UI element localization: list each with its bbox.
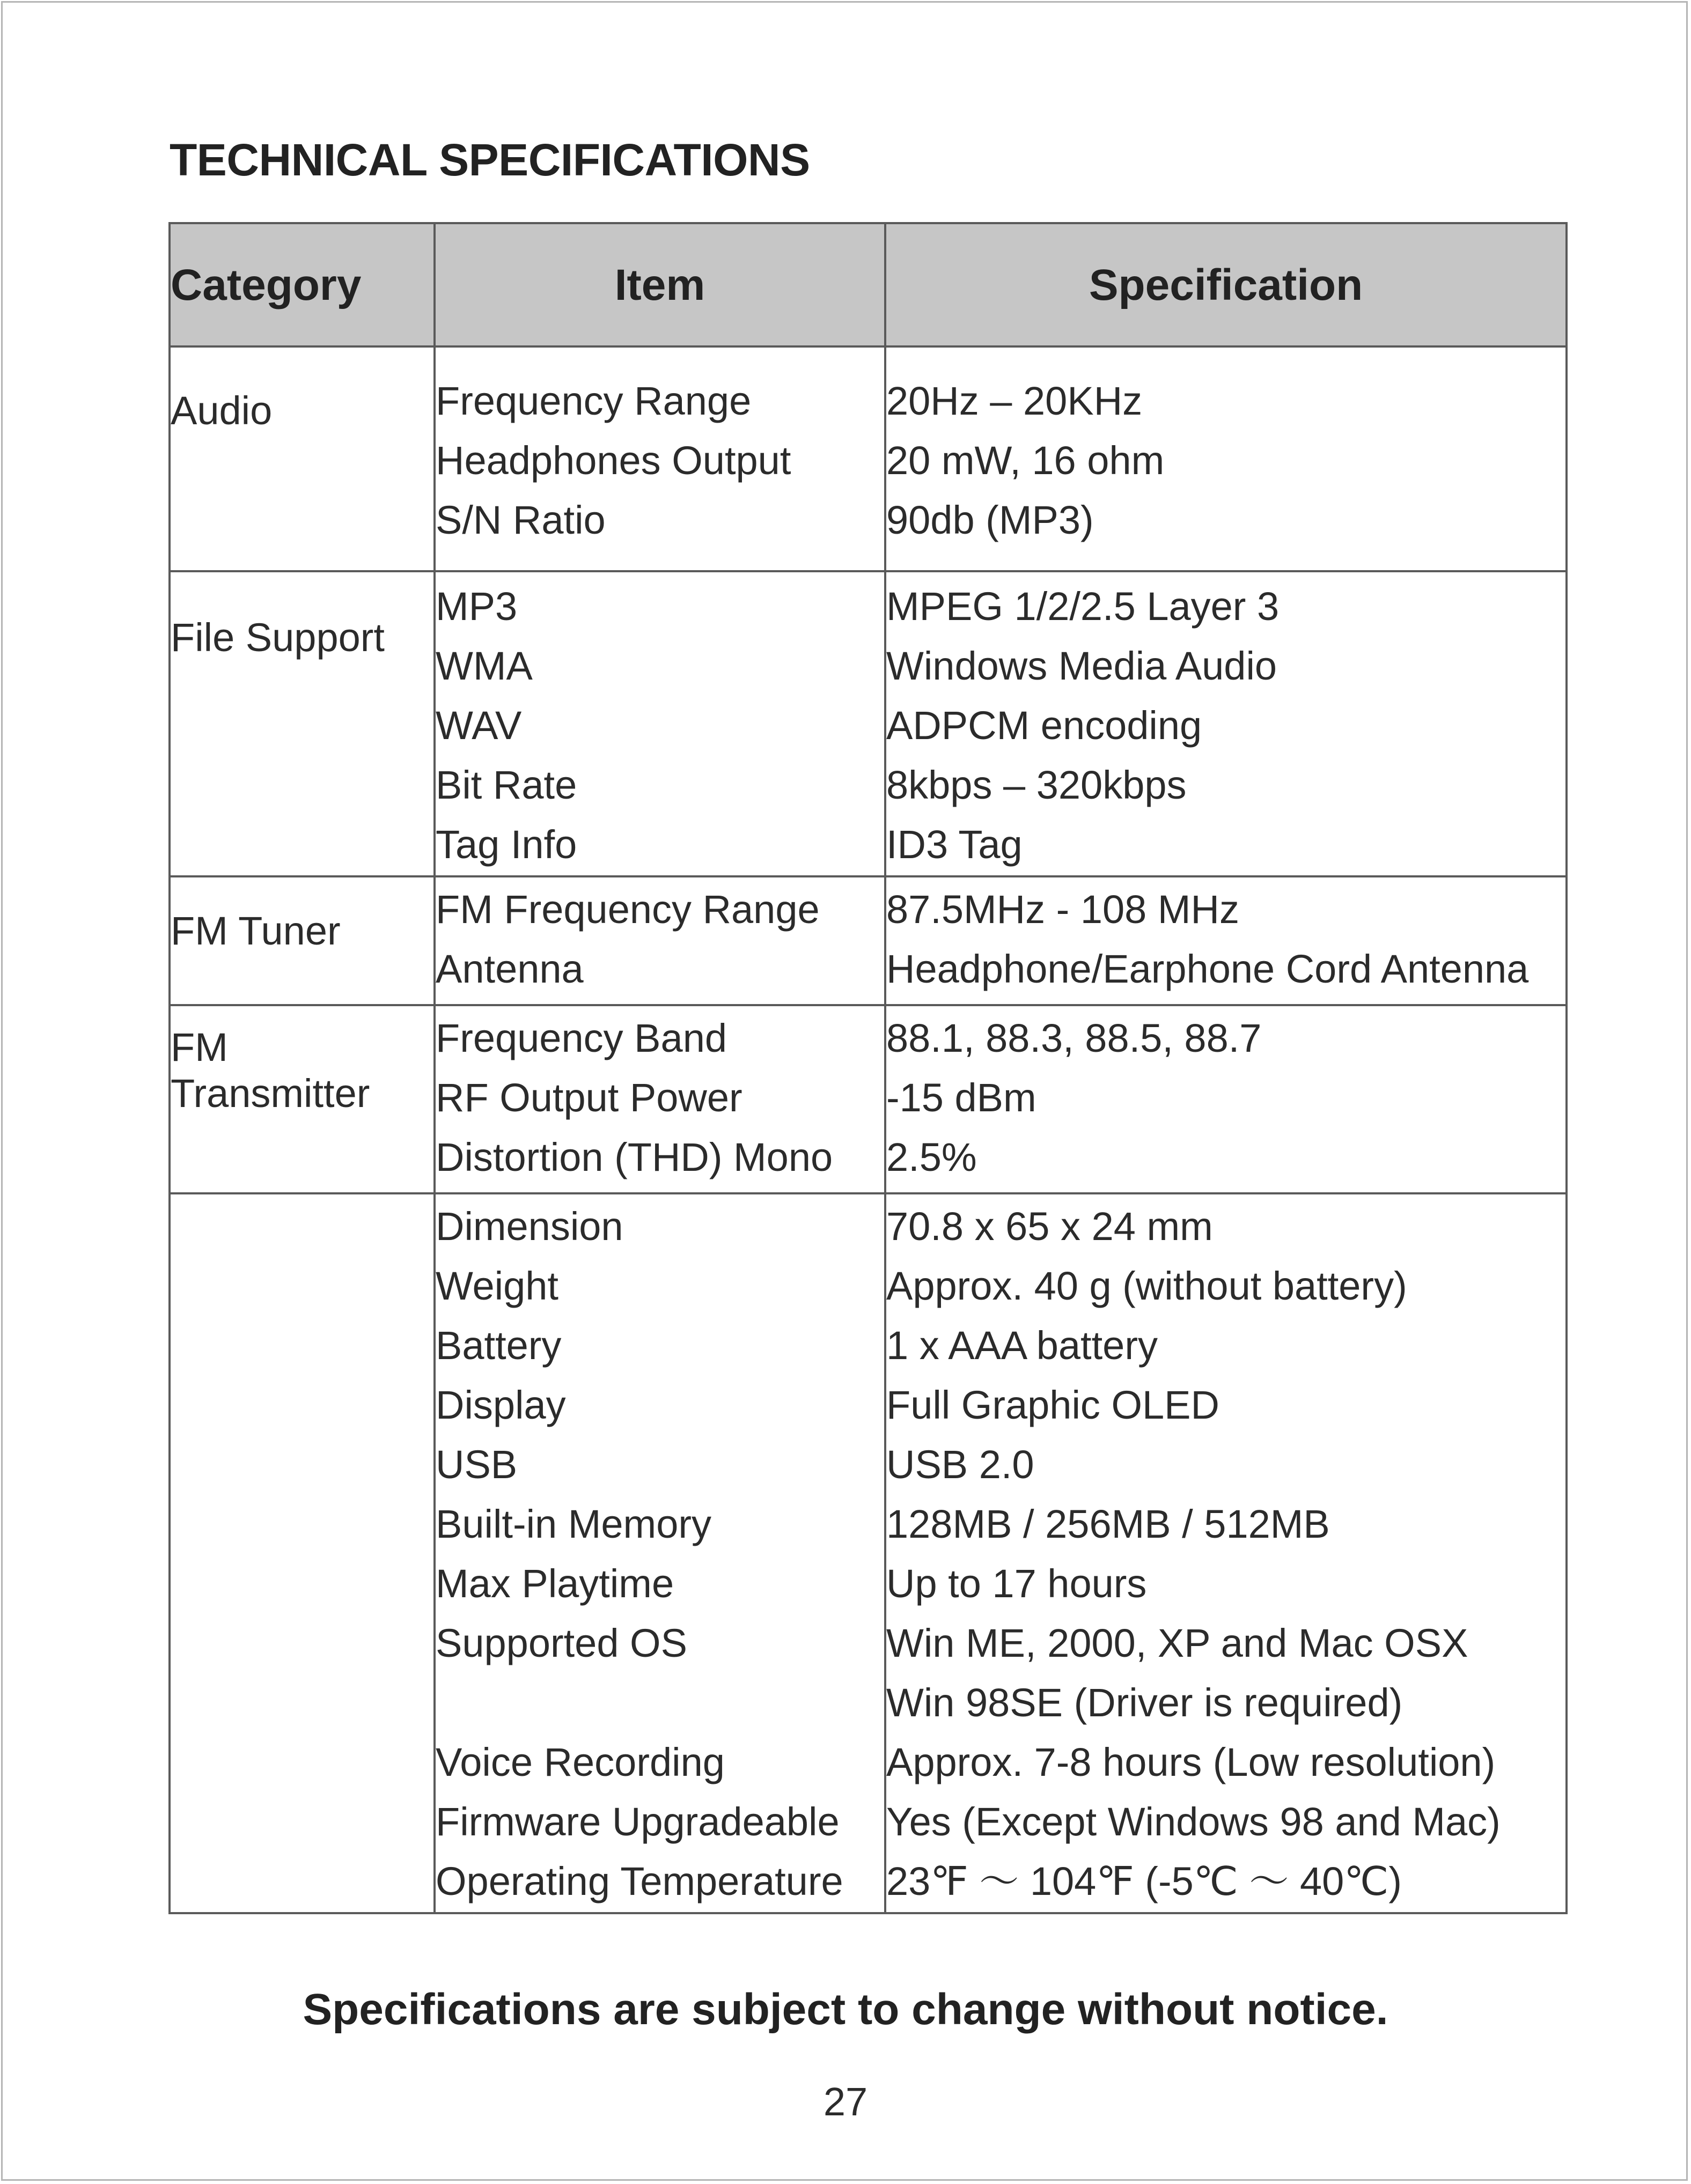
item-label: Max Playtime — [436, 1561, 674, 1606]
specifications-table — [168, 222, 1568, 1914]
item-cell — [435, 571, 885, 876]
item-label: Headphones Output — [436, 438, 791, 483]
table-row-audio — [170, 346, 1567, 571]
category-label: FM Tuner — [171, 909, 341, 953]
item-cell — [435, 1005, 885, 1193]
item-cell — [435, 876, 885, 1005]
item-label: MP3 — [436, 584, 518, 629]
spec-value: 23℉ ～ 104℉ (-5℃ ～ 40℃) — [886, 1859, 1402, 1903]
header-item: Item — [435, 223, 885, 346]
item-label: Dimension — [436, 1204, 623, 1249]
page-title: TECHNICAL SPECIFICATIONS — [170, 135, 810, 185]
item-label: FM Frequency Range — [436, 887, 820, 932]
table-row-file-support — [170, 571, 1567, 876]
spec-value: 90db (MP3) — [886, 498, 1094, 542]
category-label: Audio — [171, 388, 273, 433]
category-cell — [170, 1193, 435, 1913]
category-cell — [170, 1005, 435, 1193]
table-row-fm-tuner — [170, 876, 1567, 1005]
specification-cell — [885, 1005, 1567, 1193]
spec-value: Approx. 40 g (without battery) — [886, 1264, 1407, 1308]
spec-value: 20Hz – 20KHz — [886, 379, 1143, 423]
spec-value: USB 2.0 — [886, 1442, 1034, 1487]
item-label: Antenna — [436, 947, 584, 991]
table-row-general — [170, 1193, 1567, 1913]
specification-cell — [885, 346, 1567, 571]
item-label — [436, 1673, 884, 1732]
header-category: Category — [170, 223, 435, 346]
spec-value: Full Graphic OLED — [886, 1383, 1219, 1427]
category-cell — [170, 571, 435, 876]
item-label: Frequency Band — [436, 1016, 727, 1060]
specification-cell — [885, 571, 1567, 876]
spec-value: Yes (Except Windows 98 and Mac) — [886, 1799, 1501, 1844]
category-label: FM — [171, 1025, 228, 1069]
item-label: Voice Recording — [436, 1740, 725, 1784]
item-cell — [435, 1193, 885, 1913]
spec-value: MPEG 1/2/2.5 Layer 3 — [886, 584, 1280, 629]
spec-value: Approx. 7-8 hours (Low resolution) — [886, 1740, 1496, 1784]
item-label: Distortion (THD) Mono — [436, 1135, 833, 1179]
item-label: Firmware Upgradeable — [436, 1799, 840, 1844]
spec-value: 2.5% — [886, 1135, 977, 1179]
spec-value: Windows Media Audio — [886, 644, 1277, 688]
item-label: USB — [436, 1442, 518, 1487]
category-label: Transmitter — [171, 1071, 370, 1116]
spec-value: 88.1, 88.3, 88.5, 88.7 — [886, 1016, 1262, 1060]
footnote: Specifications are subject to change without notice. — [303, 1985, 1388, 2034]
spec-value: 70.8 x 65 x 24 mm — [886, 1204, 1213, 1249]
item-label: S/N Ratio — [436, 498, 606, 542]
item-label: WAV — [436, 703, 522, 748]
item-label: Frequency Range — [436, 379, 752, 423]
specification-cell — [885, 1193, 1567, 1913]
spec-value: Up to 17 hours — [886, 1561, 1147, 1606]
table-row-fm-transmitter — [170, 1005, 1567, 1193]
item-label: Display — [436, 1383, 566, 1427]
specification-cell — [885, 876, 1567, 1005]
item-label: Weight — [436, 1264, 558, 1308]
spec-value: 87.5MHz - 108 MHz — [886, 887, 1239, 932]
spec-value: 1 x AAA battery — [886, 1323, 1158, 1368]
spec-value: 8kbps – 320kbps — [886, 763, 1187, 807]
spec-value: Headphone/Earphone Cord Antenna — [886, 947, 1529, 991]
category-label: File Support — [171, 615, 385, 660]
table-header-row — [170, 223, 1567, 346]
page-number: 27 — [823, 2079, 868, 2124]
header-specification: Specification — [885, 223, 1567, 346]
category-cell — [170, 876, 435, 1005]
item-label: Operating Temperature — [436, 1859, 843, 1903]
item-label: Bit Rate — [436, 763, 577, 807]
spec-value: 128MB / 256MB / 512MB — [886, 1502, 1330, 1546]
spec-value: -15 dBm — [886, 1075, 1036, 1120]
item-label: Supported OS — [436, 1621, 687, 1665]
item-label: Tag Info — [436, 822, 577, 867]
item-label: Battery — [436, 1323, 562, 1368]
item-label: WMA — [436, 644, 533, 688]
spec-value: Win 98SE (Driver is required) — [886, 1680, 1403, 1725]
spec-value: ADPCM encoding — [886, 703, 1202, 748]
spec-value: Win ME, 2000, XP and Mac OSX — [886, 1621, 1468, 1665]
spec-value: 20 mW, 16 ohm — [886, 438, 1165, 483]
category-cell — [170, 346, 435, 571]
item-label: Built-in Memory — [436, 1502, 711, 1546]
spec-value: ID3 Tag — [886, 822, 1023, 867]
item-label: RF Output Power — [436, 1075, 742, 1120]
item-cell — [435, 346, 885, 571]
